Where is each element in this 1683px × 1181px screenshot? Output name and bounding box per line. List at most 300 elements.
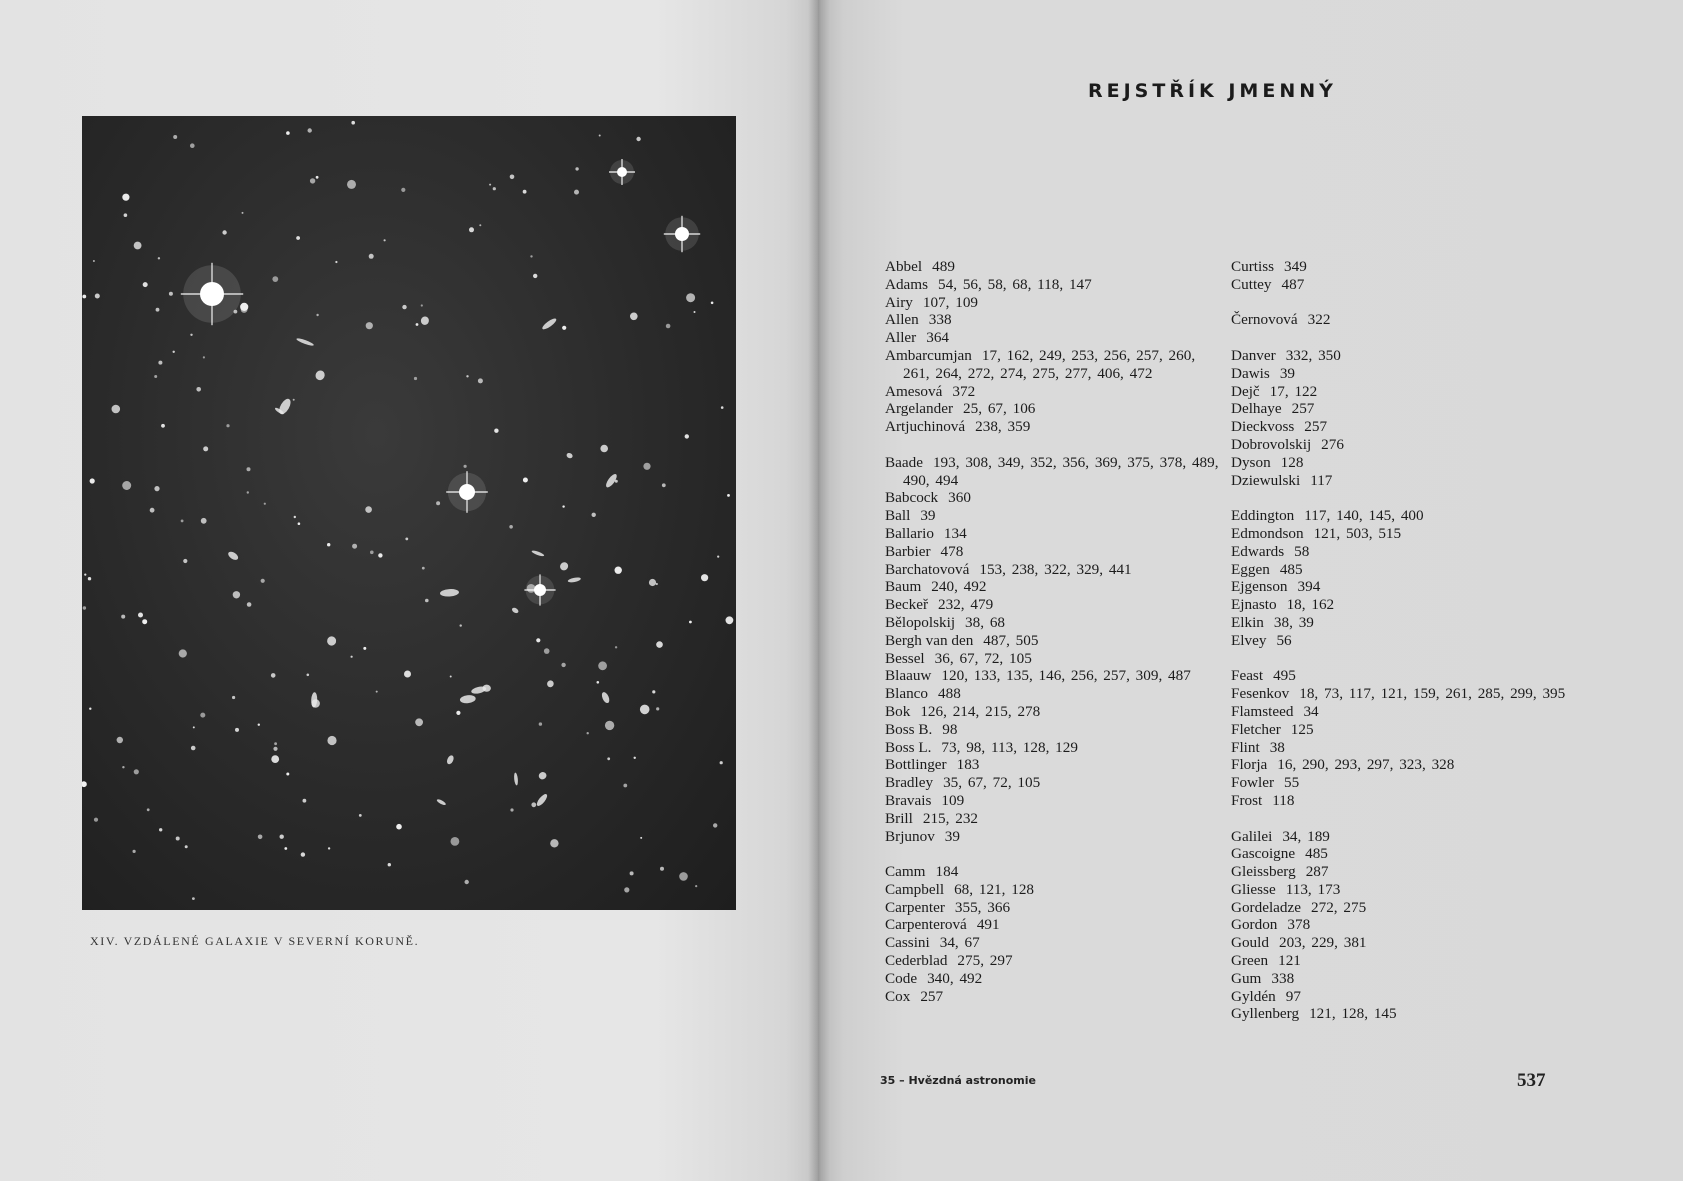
star-dot xyxy=(363,647,366,650)
index-letter-gap xyxy=(1231,489,1576,507)
galaxy-smudge xyxy=(567,577,581,584)
star-dot xyxy=(284,847,287,850)
index-entry xyxy=(1231,774,1576,792)
star-dot xyxy=(597,681,600,684)
index-entry xyxy=(1231,472,1576,490)
index-entry-pages: 117 xyxy=(1310,471,1333,489)
star-dot xyxy=(425,599,429,603)
index-entry-name: Dziewulski xyxy=(1231,471,1301,489)
index-entry-name: Florja xyxy=(1231,756,1268,774)
index-entry xyxy=(1231,632,1576,650)
star-dot xyxy=(562,326,566,330)
star-dot xyxy=(296,236,300,240)
galaxy-smudge xyxy=(440,588,459,597)
index-letter-gap xyxy=(1231,650,1576,668)
star-dot xyxy=(169,292,173,296)
index-entry-pages: 153, 238, 322, 329, 441 xyxy=(979,560,1132,578)
star-dot xyxy=(179,649,187,657)
star-dot xyxy=(351,656,353,658)
star-dot xyxy=(190,143,195,148)
index-entry-pages: 113, 173 xyxy=(1285,880,1341,898)
index-entry-pages: 275, 297 xyxy=(957,952,1013,970)
star-dot xyxy=(465,880,469,884)
star-dot xyxy=(695,885,697,887)
star-dot xyxy=(384,239,386,241)
star-dot xyxy=(523,190,527,194)
index-entry-name: Carpenterová xyxy=(885,916,967,934)
index-entry xyxy=(885,667,1225,685)
star-dot xyxy=(83,606,86,609)
star-dot xyxy=(161,424,165,428)
index-entry-name: Baade xyxy=(885,453,923,471)
index-entry-pages: 488 xyxy=(938,685,961,703)
index-entry-pages: 34, 67 xyxy=(939,934,980,952)
star-dot xyxy=(396,824,402,830)
index-column-2 xyxy=(1231,258,1576,1023)
star-dot xyxy=(196,387,201,392)
galaxy-smudge xyxy=(511,607,519,615)
index-entry xyxy=(885,739,1225,757)
index-entry-name: Dobrovolskij xyxy=(1231,435,1312,453)
star-dot xyxy=(510,175,515,180)
index-entry xyxy=(885,454,1225,490)
galaxy-photograph xyxy=(82,116,736,910)
index-entry-name: Eggen xyxy=(1231,560,1270,578)
galaxy-smudge xyxy=(558,561,569,572)
index-entry-name: Boss B. xyxy=(885,720,933,738)
star-dot xyxy=(615,567,622,574)
index-entry-name: Cederblad xyxy=(885,952,948,970)
star-dot xyxy=(656,707,659,710)
star-dot xyxy=(82,295,86,299)
star-dot xyxy=(726,616,734,624)
index-entry-name: Galilei xyxy=(1231,827,1273,845)
index-entry-pages: 17, 162, 249, 253, 256, 257, 260, 261, 264, 272, 274, 275, 277, 406, 472 xyxy=(903,346,1196,382)
index-entry xyxy=(1231,828,1576,846)
index-entry-name: Frost xyxy=(1231,791,1263,809)
index-entry-pages: 257 xyxy=(1291,400,1315,418)
index-entry xyxy=(1231,845,1576,863)
star-dot xyxy=(200,713,205,718)
star-dot xyxy=(402,305,406,309)
star-dot xyxy=(575,167,578,170)
bright-star xyxy=(524,574,555,605)
star-dot xyxy=(154,486,159,491)
index-entry-pages: 478 xyxy=(940,542,964,560)
star-dot xyxy=(191,746,196,751)
star-dot xyxy=(388,863,391,866)
galaxy-smudge xyxy=(436,798,447,806)
star-dot xyxy=(416,323,419,326)
index-entry-name: Ambarcumjan xyxy=(885,346,972,364)
index-entry-name: Cox xyxy=(885,987,911,1005)
star-dot xyxy=(316,176,319,179)
index-entry-pages: 287 xyxy=(1305,863,1329,881)
index-entry xyxy=(1231,383,1576,401)
index-entry-pages: 121, 128, 145 xyxy=(1309,1005,1397,1023)
index-entry xyxy=(1231,952,1576,970)
index-entry-pages: 55 xyxy=(1284,774,1300,792)
index-entry-pages: 491 xyxy=(976,916,1000,934)
star-dot xyxy=(450,676,452,678)
index-entry-pages: 257 xyxy=(920,987,944,1005)
index-entry-pages: 240, 492 xyxy=(931,578,987,596)
index-entry-name: Dawis xyxy=(1231,364,1270,382)
index-entry-name: Airy xyxy=(885,293,913,311)
star-dot xyxy=(88,577,91,580)
index-entry xyxy=(1231,614,1576,632)
galaxy-smudge xyxy=(446,754,455,765)
index-entry-pages: 98 xyxy=(942,720,958,738)
star-dot xyxy=(640,705,650,715)
star-dot xyxy=(561,663,565,667)
star-dot xyxy=(158,257,160,259)
index-entry-pages: 340, 492 xyxy=(927,969,983,987)
star-dot xyxy=(95,294,100,299)
galaxy-smudge xyxy=(277,397,293,416)
index-entry xyxy=(885,383,1225,401)
signature-footer: 35 – Hvězdná astronomie xyxy=(880,1074,1036,1087)
star-dot xyxy=(233,591,240,598)
index-entry-name: Gordon xyxy=(1231,916,1278,934)
index-entry-name: Bradley xyxy=(885,774,934,792)
star-dot xyxy=(280,835,284,839)
star-dot xyxy=(607,757,610,760)
index-entry xyxy=(1231,881,1576,899)
star-dot xyxy=(592,513,596,517)
index-entry xyxy=(1231,400,1576,418)
index-entry xyxy=(1231,596,1576,614)
star-dot xyxy=(134,242,142,250)
star-dot xyxy=(550,839,558,847)
star-dot xyxy=(615,646,617,648)
bright-star xyxy=(181,263,243,325)
left-page xyxy=(0,0,818,1181)
index-entry-name: Fesenkov xyxy=(1231,685,1290,703)
star-dot xyxy=(183,559,187,563)
index-entry xyxy=(885,507,1225,525)
star-dot xyxy=(156,308,160,312)
star-dot xyxy=(352,544,357,549)
star-dot xyxy=(124,213,128,217)
index-entry-name: Barbier xyxy=(885,542,931,560)
star-dot xyxy=(689,621,692,624)
star-dot xyxy=(117,737,123,743)
star-dot xyxy=(258,724,260,726)
index-entry-pages: 34 xyxy=(1303,702,1319,720)
index-entry-pages: 184 xyxy=(935,863,959,881)
star-dot xyxy=(694,311,696,313)
star-dot xyxy=(562,505,564,507)
index-entry xyxy=(885,916,1225,934)
star-dot xyxy=(539,722,542,725)
star-dot xyxy=(142,619,147,624)
index-entry xyxy=(885,489,1225,507)
star-dot xyxy=(720,761,723,764)
star-dot xyxy=(369,254,374,259)
index-entry-name: Adams xyxy=(885,275,929,293)
galaxy-smudge xyxy=(514,772,519,785)
index-title: REJSTŘÍK JMENNÝ xyxy=(1088,80,1337,102)
index-entry-pages: 338 xyxy=(928,311,952,329)
photo-caption: XIV. VZDÁLENÉ GALAXIE V SEVERNÍ KORUNĚ. xyxy=(90,934,420,948)
star-dot xyxy=(133,850,136,853)
star-dot xyxy=(421,304,423,306)
index-entry-name: Boss L. xyxy=(885,738,932,756)
index-entry xyxy=(1231,934,1576,952)
star-dot xyxy=(158,361,162,365)
index-entry xyxy=(1231,1005,1576,1023)
index-entry-pages: 54, 56, 58, 68, 118, 147 xyxy=(938,275,1092,293)
index-entry xyxy=(885,828,1225,846)
index-entry-pages: 134 xyxy=(943,524,967,542)
star-dot xyxy=(640,837,642,839)
galaxy-smudge xyxy=(531,550,545,558)
star-dot xyxy=(122,194,129,201)
index-entry-pages: 18, 162 xyxy=(1286,596,1335,614)
index-entry-pages: 215, 232 xyxy=(922,809,979,827)
star-dot xyxy=(713,823,717,827)
star-dot xyxy=(122,766,124,768)
star-dot xyxy=(173,135,177,139)
star-dot xyxy=(271,673,276,678)
star-dot xyxy=(286,773,289,776)
index-entry xyxy=(885,311,1225,329)
index-entry-name: Cassini xyxy=(885,934,930,952)
star-dot xyxy=(510,808,513,811)
star-dot xyxy=(656,641,663,648)
index-entry-name: Ejnasto xyxy=(1231,596,1277,614)
star-dot xyxy=(294,516,296,518)
galaxy-smudge xyxy=(566,452,574,459)
star-dot xyxy=(376,691,378,693)
star-dot xyxy=(159,828,162,831)
star-dot xyxy=(436,501,440,505)
star-dot xyxy=(378,553,382,557)
index-entry xyxy=(885,525,1225,543)
star-dot xyxy=(90,478,95,483)
index-entry xyxy=(1231,685,1576,703)
index-entry-pages: 276 xyxy=(1321,435,1344,453)
star-dot xyxy=(316,314,318,316)
index-entry-pages: 183 xyxy=(956,756,980,774)
star-dot xyxy=(469,227,474,232)
star-dot xyxy=(533,274,537,278)
index-entry-pages: 232, 479 xyxy=(938,596,994,614)
index-entry-name: Blanco xyxy=(885,685,929,703)
star-dot xyxy=(717,556,719,558)
index-entry-pages: 128 xyxy=(1280,453,1304,471)
index-entry-name: Ballario xyxy=(885,524,934,542)
star-dot xyxy=(489,184,491,186)
index-entry-name: Delhaye xyxy=(1231,400,1282,418)
star-dot xyxy=(193,726,195,728)
index-entry-name: Gordeladze xyxy=(1231,898,1301,916)
index-entry xyxy=(885,347,1225,383)
star-dot xyxy=(154,375,157,378)
galaxy-smudge xyxy=(296,337,315,347)
index-entry-name: Gascoigne xyxy=(1231,845,1296,863)
index-entry-pages: 58 xyxy=(1294,542,1310,560)
star-dot xyxy=(226,424,229,427)
index-entry-name: Dieckvoss xyxy=(1231,418,1295,436)
star-dot xyxy=(666,324,671,329)
star-dot xyxy=(150,508,155,513)
book-gutter xyxy=(808,0,830,1181)
star-dot xyxy=(630,313,638,321)
index-entry-pages: 35, 67, 72, 105 xyxy=(943,774,1041,792)
index-entry xyxy=(885,276,1225,294)
star-dot xyxy=(93,260,95,262)
star-dot xyxy=(328,847,330,849)
index-column-1 xyxy=(885,258,1225,1005)
star-dot xyxy=(222,230,226,234)
index-entry-name: Brill xyxy=(885,809,913,827)
star-dot xyxy=(370,551,374,555)
index-entry-name: Dejč xyxy=(1231,382,1260,400)
index-entry xyxy=(1231,507,1576,525)
index-letter-gap xyxy=(1231,810,1576,828)
star-dot xyxy=(310,178,315,183)
star-dot xyxy=(366,322,373,329)
index-letter-gap xyxy=(885,845,1225,863)
index-entry-pages: 16, 290, 293, 297, 323, 328 xyxy=(1277,756,1455,774)
star-dot xyxy=(327,736,336,745)
index-entry xyxy=(885,650,1225,668)
star-dot xyxy=(308,128,312,132)
index-entry-name: Bottlinger xyxy=(885,756,947,774)
index-entry xyxy=(1231,436,1576,454)
star-dot xyxy=(636,137,640,141)
galaxy-smudge xyxy=(600,691,610,704)
star-dot xyxy=(623,784,627,788)
index-letter-gap xyxy=(1231,294,1576,312)
star-dot xyxy=(272,276,278,282)
star-dot xyxy=(271,755,279,763)
index-entry xyxy=(1231,347,1576,365)
star-dot xyxy=(82,781,87,787)
star-dot xyxy=(261,579,265,583)
index-entry xyxy=(885,329,1225,347)
index-entry-name: Gleissberg xyxy=(1231,863,1296,881)
index-entry-name: Bravais xyxy=(885,791,932,809)
index-entry-name: Danver xyxy=(1231,346,1276,364)
index-entry-name: Abbel xyxy=(885,258,923,275)
index-entry xyxy=(885,899,1225,917)
star-dot xyxy=(242,212,244,214)
index-entry xyxy=(1231,276,1576,294)
index-entry-name: Bergh van den xyxy=(885,631,974,649)
star-dot xyxy=(479,224,481,226)
index-entry-pages: 372 xyxy=(952,382,976,400)
index-entry-pages: 121, 503, 515 xyxy=(1313,524,1402,542)
index-entry xyxy=(1231,988,1576,1006)
index-entry xyxy=(885,988,1225,1006)
star-dot xyxy=(414,377,417,380)
star-dot xyxy=(456,711,460,715)
index-entry-name: Baum xyxy=(885,578,922,596)
star-dot xyxy=(185,845,188,848)
index-entry xyxy=(1231,721,1576,739)
index-entry-pages: 38, 68 xyxy=(965,613,1006,631)
index-entry-name: Fletcher xyxy=(1231,720,1281,738)
index-entry-name: Dyson xyxy=(1231,453,1271,471)
star-dot xyxy=(509,525,513,529)
index-entry-name: Amesová xyxy=(885,382,943,400)
index-entry-name: Gyllenberg xyxy=(1231,1005,1300,1023)
index-entry xyxy=(885,561,1225,579)
index-entry-pages: 126, 214, 215, 278 xyxy=(920,702,1041,720)
galaxy-smudge xyxy=(314,369,326,382)
index-letter-gap xyxy=(885,436,1225,454)
star-dot xyxy=(147,808,150,811)
star-dot xyxy=(466,375,468,377)
index-entry-pages: 360 xyxy=(948,489,971,507)
index-entry-pages: 118 xyxy=(1272,791,1295,809)
index-entry-pages: 322 xyxy=(1307,311,1331,329)
index-entry xyxy=(1231,703,1576,721)
index-entry xyxy=(1231,739,1576,757)
index-entry-pages: 97 xyxy=(1285,987,1301,1005)
index-entry xyxy=(1231,899,1576,917)
index-entry xyxy=(885,756,1225,774)
index-entry-pages: 485 xyxy=(1305,845,1328,863)
star-dot xyxy=(660,867,664,871)
star-dot xyxy=(530,255,532,257)
star-dot xyxy=(656,583,658,585)
star-dot xyxy=(624,887,629,892)
galaxy-smudge xyxy=(420,316,430,326)
index-entry xyxy=(885,632,1225,650)
star-dot xyxy=(201,518,207,524)
star-dot xyxy=(574,190,579,195)
index-entry xyxy=(885,774,1225,792)
index-entry-pages: 120, 133, 135, 146, 256, 257, 309, 487 xyxy=(941,667,1191,685)
star-dot xyxy=(347,180,356,189)
index-entry xyxy=(885,952,1225,970)
index-entry xyxy=(1231,311,1576,329)
star-dot xyxy=(232,696,235,699)
index-entry-name: Camm xyxy=(885,863,926,881)
index-entry-pages: 487, 505 xyxy=(983,631,1039,649)
index-entry-pages: 107, 109 xyxy=(922,293,978,311)
star-dot xyxy=(303,799,307,803)
galaxy-smudge xyxy=(227,550,240,562)
index-entry-pages: 117, 140, 145, 400 xyxy=(1304,507,1424,525)
index-entry-name: Beckeř xyxy=(885,596,929,614)
star-dot xyxy=(721,406,724,409)
star-dot xyxy=(247,467,251,471)
index-entry xyxy=(885,400,1225,418)
star-dot xyxy=(89,708,91,710)
index-entry-pages: 39 xyxy=(920,507,936,525)
star-dot xyxy=(451,837,460,846)
index-entry-name: Allen xyxy=(885,311,919,329)
star-dot xyxy=(701,574,708,581)
index-entry-pages: 193, 308, 349, 352, 356, 369, 375, 378, 489, 490, 494 xyxy=(903,453,1219,489)
star-dot xyxy=(327,543,330,546)
index-entry-pages: 378 xyxy=(1287,916,1311,934)
index-entry xyxy=(1231,667,1576,685)
index-entry-name: Curtiss xyxy=(1231,258,1275,275)
index-entry-name: Elkin xyxy=(1231,613,1264,631)
star-dot xyxy=(138,613,143,618)
index-entry-name: Fowler xyxy=(1231,774,1275,792)
star-dot xyxy=(203,356,205,358)
index-entry-pages: 338 xyxy=(1271,969,1295,987)
index-entry-pages: 495 xyxy=(1273,667,1296,685)
star-dot xyxy=(531,802,536,807)
